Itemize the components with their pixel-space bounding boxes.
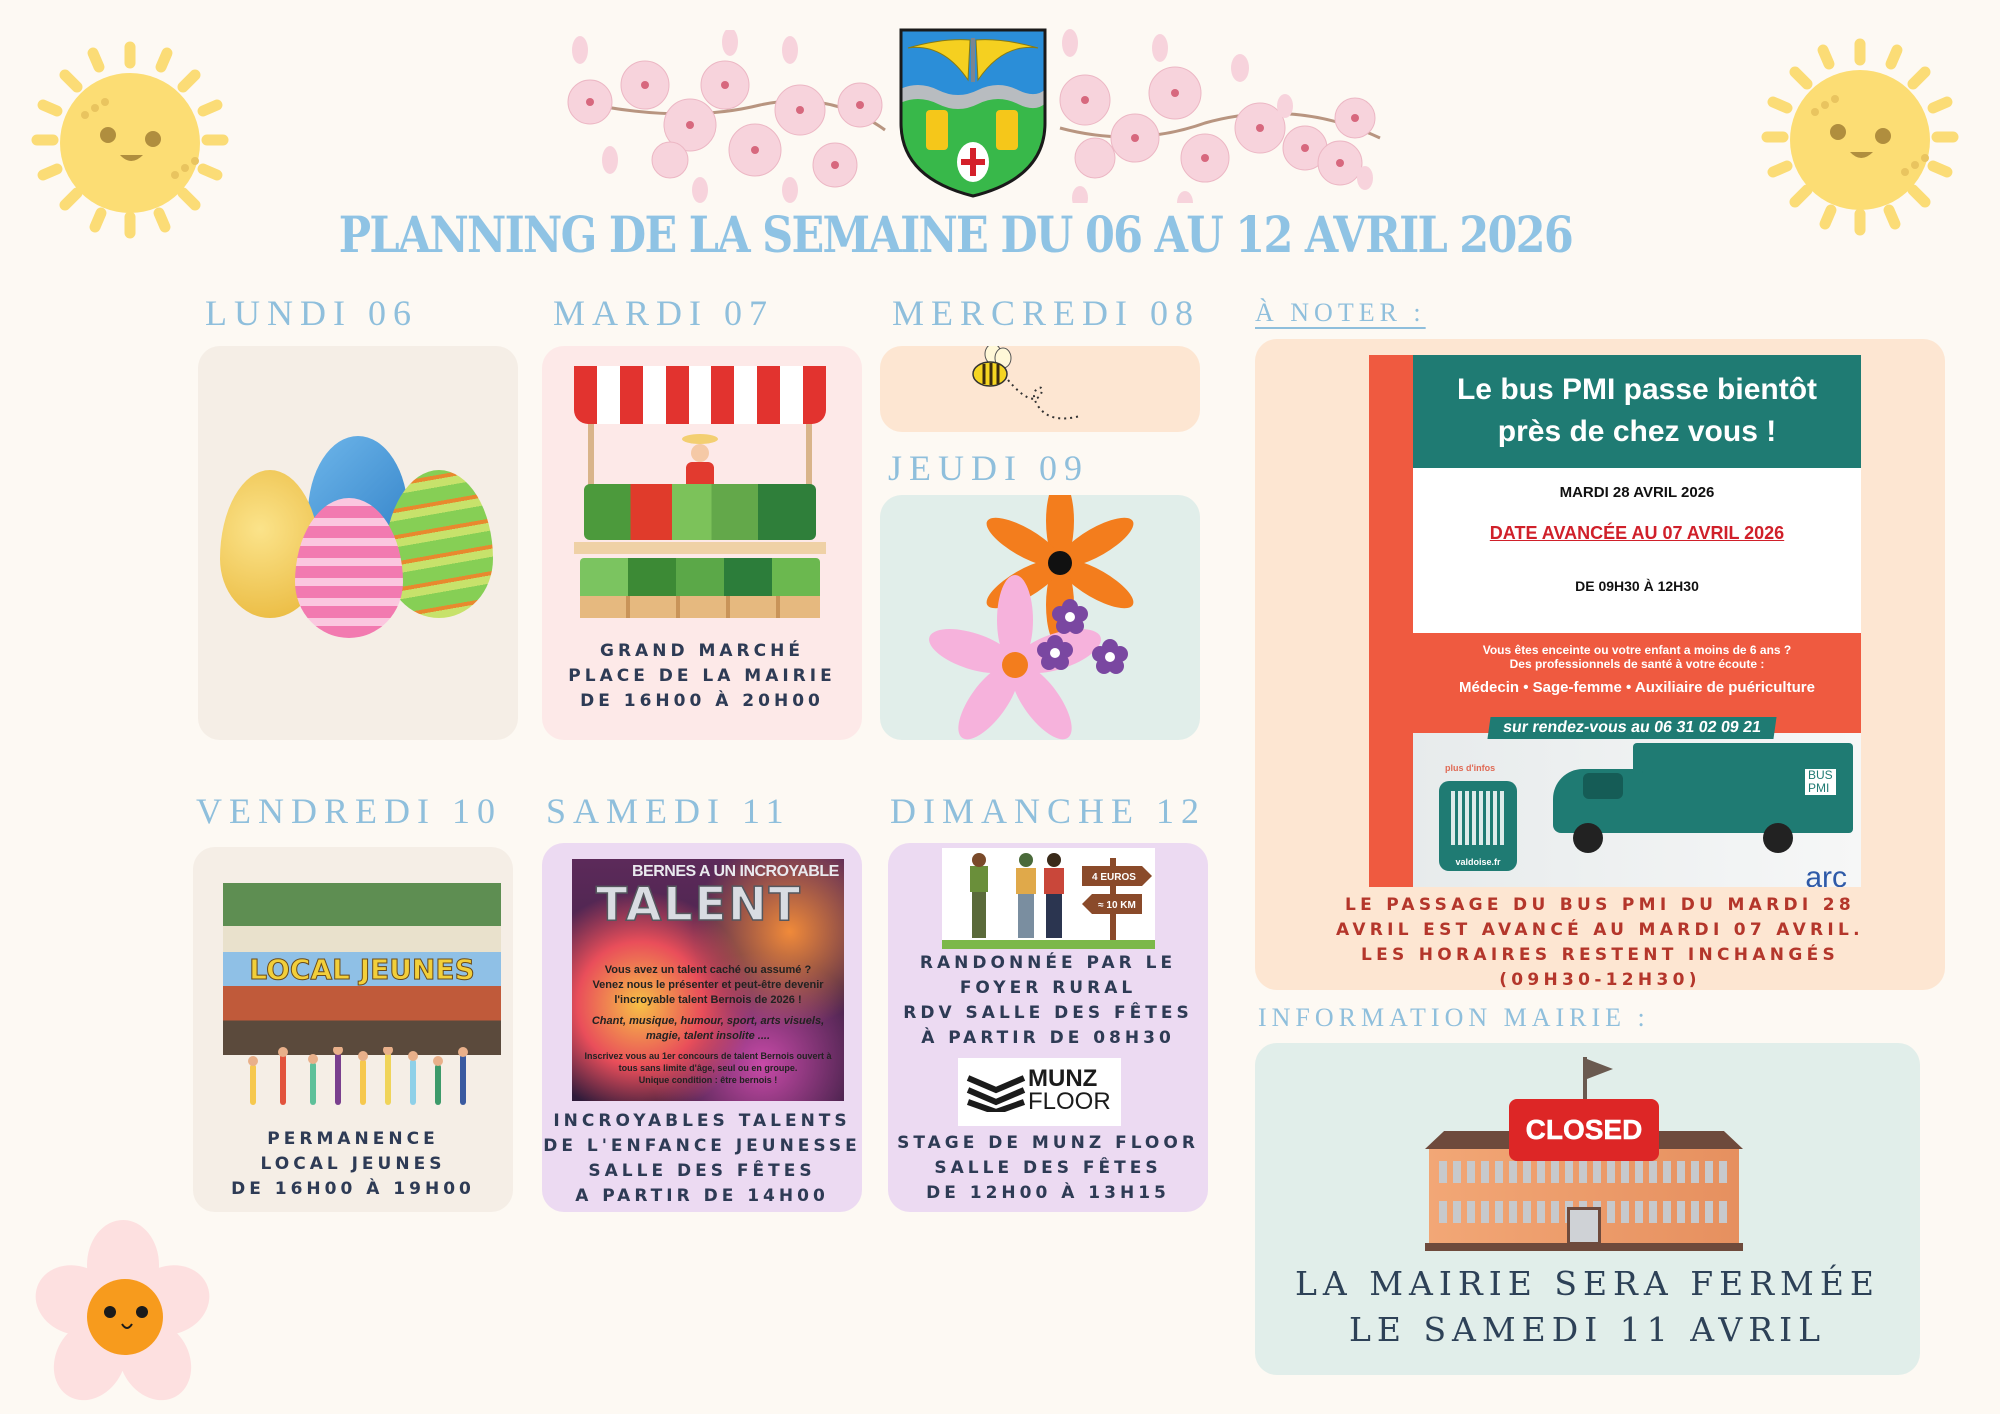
flower-decoration (30, 1220, 215, 1405)
card-a-noter (1255, 339, 1945, 990)
svg-text:4 EUROS: 4 EUROS (1092, 872, 1136, 883)
day-label-jeudi: JEUDI 09 (888, 448, 1089, 488)
card-mardi (542, 346, 862, 740)
market-stall-illustration (574, 366, 826, 626)
sun-icon (1755, 32, 1965, 242)
page-title: PLANNING DE LA SEMAINE DU 06 AU 12 AVRIL 2026 (338, 205, 1573, 264)
day-label-vendredi: VENDREDI 10 (196, 791, 502, 831)
cherry-blossom-left (560, 30, 890, 205)
municipal-crest (898, 28, 1048, 198)
sun-icon (25, 35, 235, 245)
closed-sign: CLOSED (1509, 1099, 1659, 1161)
card-jeudi (880, 495, 1200, 740)
qr-code: valdoise.fr (1439, 781, 1517, 871)
munz-floor-logo: MUNZ FLOOR (958, 1058, 1121, 1126)
dancing-people-illustration (233, 1047, 483, 1109)
card-samedi (542, 843, 862, 1212)
bus-pmi-note: LE PASSAGE DU BUS PMI DU MARDI 28 AVRIL EST AVANCÉ AU MARDI 07 AVRIL. LES HORAIRES RESTENT INCHANGÉS (09H30-12H30) (1336, 895, 1864, 990)
a-noter-label: À NOTER : (1255, 298, 1426, 327)
information-mairie-label: INFORMATION MAIRIE : (1258, 1003, 1650, 1032)
talent-poster: BERNES A UN INCROYABLE TALENT Vous avez un talent caché ou assumé ? Venez nous le présenter et peut-être devenir l'incroyable talent Bernois de 2026 ! Chant, musique, humour, sport, arts visuels, magie, talent insolite .... Inscrivez vous au 1er concours de talent Bernois ouvert à tous sans limite d'âge, seul ou en groupe. Unique condition : être bernois ! (572, 859, 844, 1101)
awning-icon (574, 366, 826, 424)
flowers-icon (920, 495, 1160, 740)
card-vendredi (193, 847, 513, 1212)
day-label-samedi: SAMEDI 11 (546, 791, 791, 831)
card-mercredi (880, 346, 1200, 432)
mardi-event-text: GRAND MARCHÉ PLACE DE LA MAIRIE DE 16H00 À 20H00 (568, 641, 836, 711)
smiling-flower-icon (30, 1220, 215, 1405)
bus-illustration: BUS PMI (1553, 743, 1853, 853)
dimanche-hike-text: RANDONNÉE PAR LE FOYER RURAL RDV SALLE DES FÊTES À PARTIR DE 08H30 (903, 953, 1193, 1048)
day-label-lundi: LUNDI 06 (205, 293, 418, 333)
sun-decoration-left (25, 35, 235, 245)
mairie-closed-text: LA MAIRIE SERA FERMÉE LE SAMEDI 11 AVRIL (1294, 1264, 1881, 1349)
card-information-mairie (1255, 1043, 1920, 1375)
card-lundi (198, 346, 518, 740)
coat-of-arms-icon (898, 28, 1048, 198)
vendredi-event-text: PERMANENCE LOCAL JEUNES DE 16H00 À 19H00 (231, 1129, 475, 1199)
cherry-blossom-right (1055, 28, 1385, 203)
day-label-mercredi: MERCREDI 08 (892, 293, 1201, 333)
flyer-headline: Le bus PMI passe bientôt près de chez vous ! (1413, 355, 1861, 468)
card-dimanche (888, 843, 1208, 1212)
dimanche-munz-text: STAGE DE MUNZ FLOOR SALLE DES FÊTES DE 12H00 À 13H15 (897, 1133, 1199, 1203)
day-label-dimanche: DIMANCHE 12 (890, 791, 1206, 831)
easter-eggs-illustration (220, 436, 495, 641)
munz-chevron-icon (966, 1072, 1026, 1112)
local-jeunes-photo: LOCAL JEUNES (223, 883, 501, 1055)
bee-icon (960, 346, 1120, 432)
sun-decoration-right (1755, 32, 1965, 242)
bus-pmi-flyer: Le bus PMI passe bientôt près de chez vous ! MARDI 28 AVRIL 2026 DATE AVANCÉE AU 07 AVRIL 2026 DE 09H30 À 12H30 Vous êtes enceinte ou votre enfant a moins de 6 ans ? Des professionnels de santé à votre écoute : Médecin • Sage-femme • Auxiliaire de puériculture plus d'infos valdoise.fr BUS PMI arc sur rendez-vous au 06 31 02 09 21 (1369, 355, 1861, 887)
day-label-mardi: MARDI 07 (553, 293, 775, 333)
samedi-event-text: INCROYABLES TALENTS DE L'ENFANCE JEUNESSE SALLE DES FÊTES A PARTIR DE 14H00 (543, 1111, 861, 1206)
closed-town-hall-illustration (1425, 1053, 1743, 1253)
hikers-illustration (942, 848, 1155, 949)
svg-text:≈ 10 KM: ≈ 10 KM (1098, 900, 1136, 911)
rdv-phone-banner: sur rendez-vous au 06 31 02 09 21 (1487, 717, 1776, 739)
